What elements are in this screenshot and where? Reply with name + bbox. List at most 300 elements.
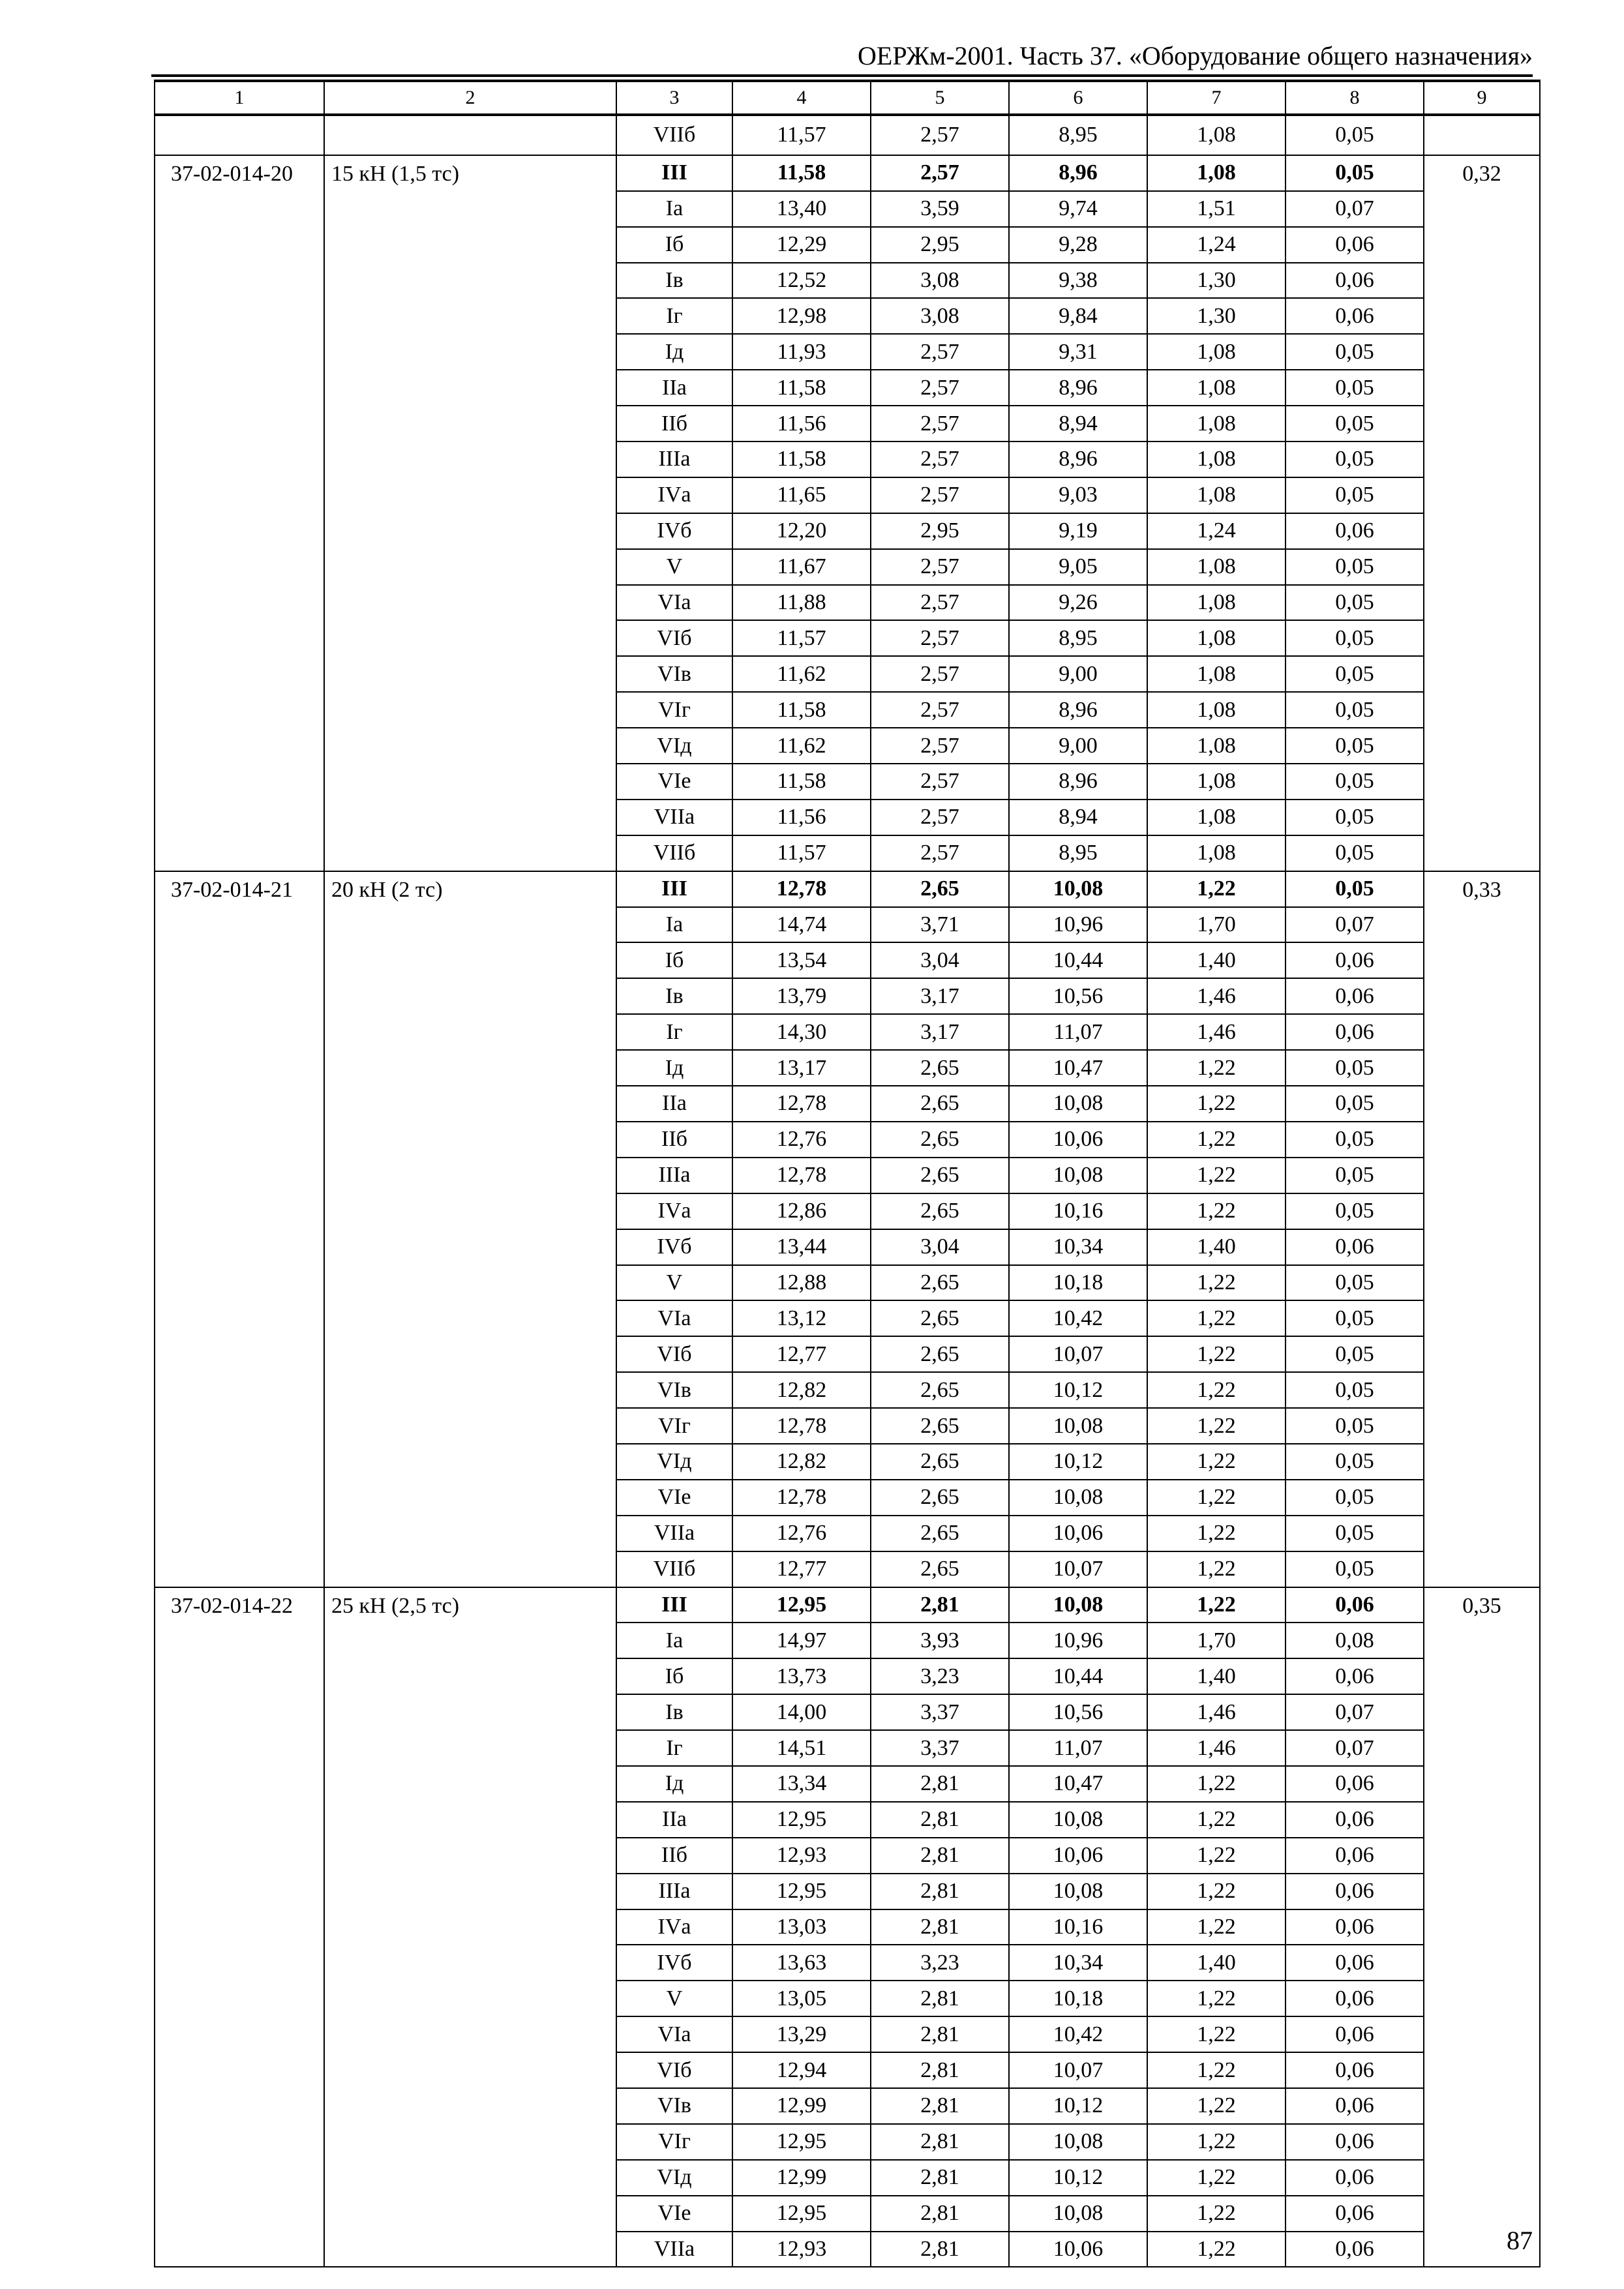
value-cell: 1,40 [1147,1945,1286,1981]
value-cell: 11,58 [732,764,871,800]
value-cell: 2,65 [871,1551,1009,1587]
col9-cell [1424,115,1540,155]
value-cell: 1,22 [1147,1372,1286,1408]
value-cell: 11,57 [732,115,871,155]
value-cell: 12,78 [732,1086,871,1122]
value-cell: Iв [616,263,732,299]
value-cell: 0,05 [1286,370,1424,406]
value-cell: 1,22 [1147,1480,1286,1516]
value-cell: 10,47 [1009,1766,1147,1802]
column-number-cell: 4 [732,81,871,115]
value-cell: 1,22 [1147,1122,1286,1158]
value-cell: 1,22 [1147,1086,1286,1122]
value-cell: 1,46 [1147,1730,1286,1766]
value-cell: VIIа [616,800,732,835]
value-cell: IIIа [616,441,732,477]
value-cell: 9,84 [1009,298,1147,334]
table-row [155,871,1540,907]
value-cell: 0,05 [1286,334,1424,370]
value-cell: 2,65 [871,1050,1009,1086]
value-cell: 1,08 [1147,728,1286,764]
value-cell: 12,95 [732,2124,871,2160]
col9-cell: 0,32 [1424,155,1540,871]
value-cell: 1,40 [1147,1229,1286,1265]
value-cell: Iд [616,1766,732,1802]
value-cell: 10,42 [1009,1300,1147,1336]
value-cell: 0,05 [1286,1480,1424,1516]
column-number-cell: 5 [871,81,1009,115]
value-cell: 8,96 [1009,764,1147,800]
value-cell: 11,56 [732,800,871,835]
value-cell: 2,57 [871,477,1009,513]
value-cell: IIб [616,1838,732,1874]
value-cell: 13,17 [732,1050,871,1086]
value-cell: 1,30 [1147,263,1286,299]
value-cell: 0,05 [1286,1122,1424,1158]
value-cell: 3,04 [871,1229,1009,1265]
value-cell: VIв [616,2088,732,2124]
value-cell: 10,08 [1009,1408,1147,1444]
value-cell: 0,05 [1286,1372,1424,1408]
value-cell: 3,17 [871,1014,1009,1050]
value-cell: 12,76 [732,1516,871,1551]
value-cell: Iб [616,942,732,978]
value-cell: 2,65 [871,1480,1009,1516]
value-cell: III [616,1587,732,1623]
value-cell: VIIа [616,1516,732,1551]
header-rule [151,74,1533,77]
value-cell: 10,44 [1009,1658,1147,1694]
value-cell: 2,57 [871,764,1009,800]
value-cell: 12,99 [732,2160,871,2196]
value-cell: III [616,871,732,907]
value-cell: VIIб [616,835,732,871]
value-cell: VIд [616,728,732,764]
item-code-cell: 37-02-014-20 [155,155,324,871]
value-cell: 3,93 [871,1623,1009,1658]
value-cell: 1,22 [1147,1516,1286,1551]
value-cell: 12,95 [732,1802,871,1838]
value-cell: 8,96 [1009,441,1147,477]
value-cell: 10,56 [1009,978,1147,1014]
value-cell: 2,57 [871,692,1009,728]
value-cell: 11,58 [732,441,871,477]
value-cell: 2,65 [871,1193,1009,1229]
value-cell: 2,57 [871,406,1009,441]
value-cell: 1,08 [1147,441,1286,477]
value-cell: 0,07 [1286,191,1424,227]
value-cell: 0,05 [1286,441,1424,477]
value-cell: 1,08 [1147,620,1286,656]
value-cell: V [616,1981,732,2016]
value-cell: 0,06 [1286,2124,1424,2160]
name-cell [324,115,616,155]
value-cell: 9,03 [1009,477,1147,513]
value-cell: 0,05 [1286,1408,1424,1444]
value-cell: 1,22 [1147,871,1286,907]
value-cell: 13,12 [732,1300,871,1336]
value-cell: 0,06 [1286,1874,1424,1909]
value-cell: VIе [616,2196,732,2232]
value-cell: 1,22 [1147,1265,1286,1301]
value-cell: 0,06 [1286,1014,1424,1050]
column-number-cell: 3 [616,81,732,115]
value-cell: 8,95 [1009,115,1147,155]
value-cell: 0,06 [1286,1945,1424,1981]
value-cell: 11,56 [732,406,871,441]
value-cell: 0,05 [1286,1086,1424,1122]
value-cell: 2,81 [871,1874,1009,1909]
item-name-cell: 15 кН (1,5 тс) [324,155,616,871]
value-cell: Iг [616,298,732,334]
value-cell: IIIа [616,1158,732,1193]
value-cell: 0,06 [1286,978,1424,1014]
value-cell: 0,05 [1286,1516,1424,1551]
value-cell: 10,12 [1009,1372,1147,1408]
value-cell: 10,96 [1009,907,1147,943]
value-cell: 2,65 [871,1516,1009,1551]
value-cell: 1,40 [1147,1658,1286,1694]
value-cell: Iд [616,334,732,370]
value-cell: 1,30 [1147,298,1286,334]
value-cell: 2,65 [871,1086,1009,1122]
value-cell: Iб [616,1658,732,1694]
value-cell: IVб [616,1945,732,1981]
value-cell: 1,22 [1147,1050,1286,1086]
value-cell: 13,34 [732,1766,871,1802]
value-cell: 0,06 [1286,942,1424,978]
value-cell: 10,18 [1009,1981,1147,2016]
value-cell: 10,08 [1009,2196,1147,2232]
value-cell: 2,65 [871,1300,1009,1336]
value-cell: 1,08 [1147,406,1286,441]
value-cell: 13,29 [732,2016,871,2052]
value-cell: Iг [616,1730,732,1766]
value-cell: IVб [616,1229,732,1265]
value-cell: 1,08 [1147,334,1286,370]
value-cell: 0,07 [1286,1694,1424,1730]
value-cell: 10,08 [1009,1480,1147,1516]
value-cell: 0,06 [1286,1802,1424,1838]
value-cell: 8,94 [1009,406,1147,441]
value-cell: 13,54 [732,942,871,978]
value-cell: 14,74 [732,907,871,943]
value-cell: 11,07 [1009,1730,1147,1766]
value-cell: 8,96 [1009,155,1147,191]
value-cell: 0,05 [1286,656,1424,692]
value-cell: 1,22 [1147,1551,1286,1587]
value-cell: 9,28 [1009,227,1147,263]
value-cell: 12,99 [732,2088,871,2124]
value-cell: 10,34 [1009,1945,1147,1981]
value-cell: 14,00 [732,1694,871,1730]
value-cell: 2,57 [871,549,1009,585]
value-cell: 9,38 [1009,263,1147,299]
value-cell: 10,96 [1009,1623,1147,1658]
value-cell: IIIа [616,1874,732,1909]
value-cell: Iв [616,978,732,1014]
value-cell: 0,07 [1286,1730,1424,1766]
value-cell: 0,06 [1286,1587,1424,1623]
value-cell: 12,52 [732,263,871,299]
value-cell: 1,22 [1147,2160,1286,2196]
value-cell: 1,08 [1147,370,1286,406]
value-cell: 3,23 [871,1945,1009,1981]
value-cell: VIе [616,1480,732,1516]
value-cell: 0,05 [1286,835,1424,871]
item-name-cell: 25 кН (2,5 тс) [324,1587,616,2267]
value-cell: 10,44 [1009,942,1147,978]
value-cell: 14,51 [732,1730,871,1766]
value-cell: 12,82 [732,1372,871,1408]
value-cell: 2,65 [871,1122,1009,1158]
value-cell: VIб [616,620,732,656]
value-cell: 2,57 [871,620,1009,656]
value-cell: Iд [616,1050,732,1086]
value-cell: 1,22 [1147,1408,1286,1444]
value-cell: 12,95 [732,2196,871,2232]
value-cell: VIIа [616,2232,732,2267]
value-cell: 2,65 [871,1336,1009,1372]
value-cell: 0,07 [1286,907,1424,943]
value-cell: 1,46 [1147,978,1286,1014]
value-cell: 10,07 [1009,1551,1147,1587]
value-cell: IVа [616,477,732,513]
value-cell: VIг [616,1408,732,1444]
value-cell: 12,93 [732,1838,871,1874]
value-cell: 2,81 [871,1802,1009,1838]
value-cell: 10,07 [1009,1336,1147,1372]
value-cell: 0,05 [1286,1300,1424,1336]
value-cell: 0,05 [1286,1050,1424,1086]
value-cell: 0,05 [1286,155,1424,191]
value-cell: 13,73 [732,1658,871,1694]
item-code-cell: 37-02-014-22 [155,1587,324,2267]
column-number-cell: 1 [155,81,324,115]
value-cell: 3,71 [871,907,1009,943]
value-cell: Iв [616,1694,732,1730]
table-row [155,115,1540,155]
value-cell: 10,08 [1009,1802,1147,1838]
value-cell: 2,65 [871,1408,1009,1444]
value-cell: 10,06 [1009,1122,1147,1158]
value-cell: VIд [616,2160,732,2196]
value-cell: 11,62 [732,656,871,692]
value-cell: 12,77 [732,1551,871,1587]
value-cell: 0,06 [1286,1229,1424,1265]
value-cell: 11,93 [732,334,871,370]
value-cell: 1,22 [1147,1587,1286,1623]
value-cell: 2,81 [871,2160,1009,2196]
value-cell: 10,47 [1009,1050,1147,1086]
value-cell: 2,57 [871,656,1009,692]
value-cell: 10,08 [1009,1874,1147,1909]
column-number-row [155,81,1540,115]
value-cell: VIд [616,1444,732,1480]
value-cell: VIа [616,585,732,621]
value-cell: 8,94 [1009,800,1147,835]
value-cell: 0,05 [1286,585,1424,621]
item-name-cell: 20 кН (2 тс) [324,871,616,1587]
value-cell: 8,96 [1009,692,1147,728]
value-cell: VIг [616,692,732,728]
value-cell: 10,06 [1009,1516,1147,1551]
value-cell: 1,22 [1147,1158,1286,1193]
value-cell: 0,06 [1286,1766,1424,1802]
value-cell: 3,04 [871,942,1009,978]
value-cell: 0,05 [1286,115,1424,155]
value-cell: 2,81 [871,2088,1009,2124]
value-cell: Iа [616,1623,732,1658]
value-cell: 1,40 [1147,942,1286,978]
value-cell: 0,06 [1286,2232,1424,2267]
value-cell: 1,70 [1147,1623,1286,1658]
value-cell: 2,81 [871,2016,1009,2052]
value-cell: 0,06 [1286,1909,1424,1945]
value-cell: VIIб [616,1551,732,1587]
value-cell: 0,05 [1286,692,1424,728]
value-cell: 10,08 [1009,871,1147,907]
value-cell: 1,22 [1147,2052,1286,2088]
value-cell: 1,08 [1147,549,1286,585]
value-cell: 0,06 [1286,298,1424,334]
col9-cell: 0,35 [1424,1587,1540,2267]
value-cell: 2,65 [871,871,1009,907]
value-cell: 9,05 [1009,549,1147,585]
value-cell: 1,22 [1147,2016,1286,2052]
value-cell: 10,56 [1009,1694,1147,1730]
value-cell: 10,08 [1009,2124,1147,2160]
value-cell: IVа [616,1909,732,1945]
value-cell: 12,77 [732,1336,871,1372]
value-cell: 2,65 [871,1158,1009,1193]
value-cell: 12,78 [732,871,871,907]
value-cell: 1,46 [1147,1014,1286,1050]
value-cell: IVа [616,1193,732,1229]
value-cell: Iб [616,227,732,263]
value-cell: VIб [616,2052,732,2088]
value-cell: 2,65 [871,1444,1009,1480]
value-cell: 12,78 [732,1480,871,1516]
value-cell: 1,24 [1147,513,1286,549]
value-cell: 10,34 [1009,1229,1147,1265]
value-cell: 2,81 [871,1766,1009,1802]
value-cell: 2,81 [871,2196,1009,2232]
value-cell: 1,22 [1147,1838,1286,1874]
value-cell: 0,05 [1286,1158,1424,1193]
value-cell: 2,57 [871,441,1009,477]
value-cell: 0,06 [1286,1658,1424,1694]
value-cell: 0,05 [1286,764,1424,800]
value-cell: Iг [616,1014,732,1050]
value-cell: 0,06 [1286,513,1424,549]
value-cell: 0,06 [1286,227,1424,263]
value-cell: 2,81 [871,2052,1009,2088]
value-cell: 0,05 [1286,620,1424,656]
value-cell: VIв [616,656,732,692]
value-cell: 1,08 [1147,155,1286,191]
value-cell: 3,08 [871,263,1009,299]
value-cell: 9,26 [1009,585,1147,621]
value-cell: 0,05 [1286,1336,1424,1372]
value-cell: 10,06 [1009,1838,1147,1874]
value-cell: 9,19 [1009,513,1147,549]
value-cell: 0,05 [1286,477,1424,513]
value-cell: 12,82 [732,1444,871,1480]
value-cell: 11,57 [732,620,871,656]
value-cell: VIв [616,1372,732,1408]
column-number-cell: 6 [1009,81,1147,115]
column-number-cell: 2 [324,81,616,115]
page-header: ОЕРЖм-2001. Часть 37. «Оборудование общего назначения» [858,41,1533,70]
value-cell: 12,86 [732,1193,871,1229]
value-cell: 12,95 [732,1874,871,1909]
value-cell: 12,20 [732,513,871,549]
column-number-cell: 7 [1147,81,1286,115]
value-cell: 1,08 [1147,477,1286,513]
page-number: 87 [1507,2226,1533,2255]
value-cell: 1,22 [1147,2124,1286,2160]
value-cell: 1,08 [1147,835,1286,871]
value-cell: 0,06 [1286,2016,1424,2052]
value-cell: 10,16 [1009,1193,1147,1229]
value-cell: 0,05 [1286,871,1424,907]
value-cell: 13,63 [732,1945,871,1981]
value-cell: 10,18 [1009,1265,1147,1301]
value-cell: 0,06 [1286,1838,1424,1874]
value-cell: 1,22 [1147,1300,1286,1336]
value-cell: 1,08 [1147,585,1286,621]
value-cell: 11,58 [732,155,871,191]
value-cell: 0,05 [1286,1265,1424,1301]
value-cell: 0,05 [1286,728,1424,764]
value-cell: VIа [616,2016,732,2052]
value-cell: 1,22 [1147,2232,1286,2267]
value-cell: 3,17 [871,978,1009,1014]
value-cell: 10,06 [1009,2232,1147,2267]
value-cell: V [616,1265,732,1301]
value-cell: 0,06 [1286,263,1424,299]
value-cell: 2,57 [871,370,1009,406]
value-cell: 12,93 [732,2232,871,2267]
value-cell: 1,08 [1147,656,1286,692]
value-cell: 1,22 [1147,2088,1286,2124]
value-cell: IIа [616,370,732,406]
value-cell: 8,95 [1009,620,1147,656]
value-cell: 0,06 [1286,2088,1424,2124]
value-cell: 1,22 [1147,1193,1286,1229]
value-cell: 11,67 [732,549,871,585]
value-cell: 3,59 [871,191,1009,227]
value-cell: 2,57 [871,585,1009,621]
value-cell: 10,08 [1009,1086,1147,1122]
value-cell: VIб [616,1336,732,1372]
value-cell: 1,51 [1147,191,1286,227]
value-cell: 10,12 [1009,1444,1147,1480]
value-cell: 1,22 [1147,1981,1286,2016]
value-cell: 2,57 [871,334,1009,370]
column-number-cell: 8 [1286,81,1424,115]
value-cell: 3,37 [871,1730,1009,1766]
value-cell: 13,44 [732,1229,871,1265]
value-cell: 11,58 [732,692,871,728]
value-cell: 12,98 [732,298,871,334]
value-cell: 0,06 [1286,2052,1424,2088]
value-cell: 1,70 [1147,907,1286,943]
value-cell: 1,24 [1147,227,1286,263]
value-cell: 14,30 [732,1014,871,1050]
value-cell: 1,08 [1147,800,1286,835]
